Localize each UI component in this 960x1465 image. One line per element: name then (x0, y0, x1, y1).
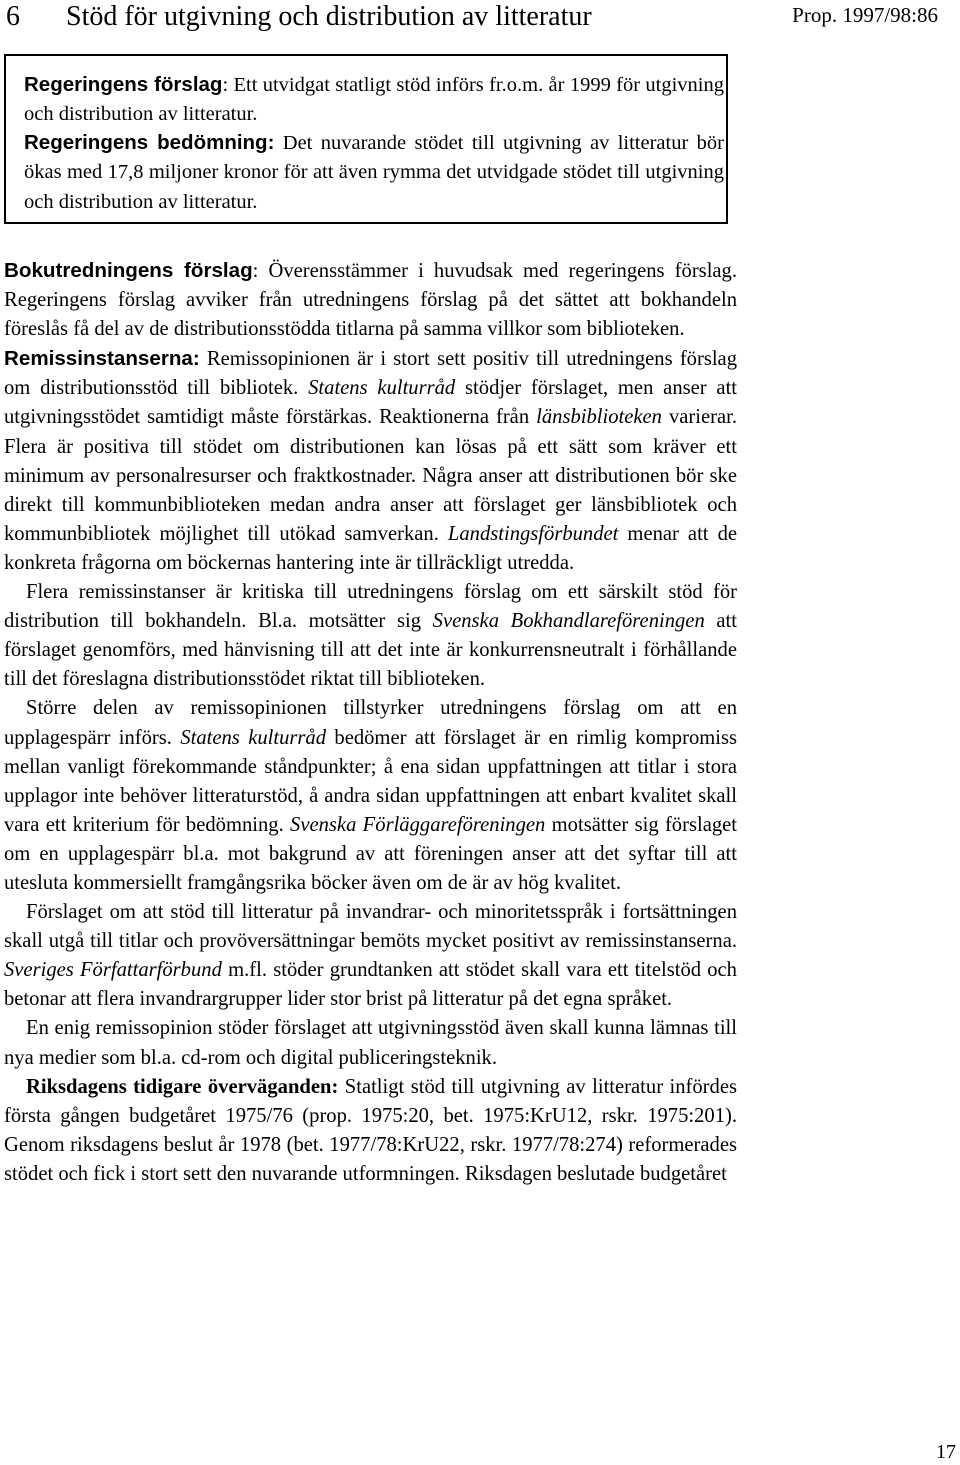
page-number: 17 (936, 1441, 956, 1463)
body-text (4, 256, 737, 1189)
text-span: bedömer att förslaget är en rimlig kompromiss mellan vanligt förekommande ståndpunkter; å ena sidan uppfattningen att titlar i stora upplagor inte behöver litteraturstöd, å andra sidan uppfattningen att enbart kvalitet skall vara ett kriterium för bedömning. (4, 726, 738, 836)
text-span: att förslaget genomförs, med hänvisning till att det inte är konkurrensneutralt i förhållande till det föreslagna distributionsstödet riktat till biblioteken. (4, 610, 738, 691)
text-span: Större delen av remissopinionen tillstyrker utredningens förslag om att en upplagespärr införs. (4, 697, 737, 749)
proposal-box (4, 54, 728, 224)
assessment-text: Det nuvarande stödet till utgivning av litteratur bör ökas med 17,8 miljoner kronor för att även rymma det utvidgade stödet till utgivning och distribution av litteratur. (24, 132, 724, 213)
bokutredningen-text: : Överensstämmer i huvudsak med regeringens förslag. Regeringens förslag avviker från utredningens förslag på det sättet att bokhandeln föreslås få del av de distributionsstödda titlarna på samma villkor som biblioteken. (4, 260, 738, 341)
proposal-label: Regeringens förslag (24, 73, 223, 96)
italic-org: Svenska Förläggareföreningen (290, 813, 546, 836)
remissinstanserna-label: Remissinstanserna: (4, 347, 200, 371)
text-span: Förslaget om att stöd till litteratur på invandrar- och minoritetsspråk i fortsättningen skall utgå till titlar och provöversättningar bemöts mycket positivt av remissinstanserna. (4, 901, 737, 953)
proposition-reference: Prop. 1997/98:86 (792, 3, 938, 27)
proposal-paragraph (24, 70, 724, 130)
text-span: Flera remissinstanser är kritiska till utredningens förslag om ett särskilt stöd för distribution till bokhandeln. Bl.a. motsätter sig (4, 581, 737, 633)
paragraph-nya-medier: En enig remissopinion stöder förslaget att utgivningsstöd även skall kunna lämnas till nya medier som bl.a. cd-rom och digital publiceringsteknik. (4, 1017, 737, 1069)
text-span: varierar. Flera är positiva till stödet om distributionen kan lösas på ett sätt som kräver ett minimum av personalresurser och fraktkostnader. Några anser att distributionen bör ske direkt till kommunbiblioteken medan andra anser att förslaget ger länsbibliotek och kommunbibliotek möjlighet till utökad samverkan. (4, 406, 737, 545)
paragraph-upplagesparr (4, 694, 737, 898)
text-span: m.fl. stöder grundtanken att stödet skall vara ett titelstöd och betonar att flera invandrargrupper lider stor brist på litteratur på det egna språket. (4, 959, 737, 1011)
chapter-number: 6 (6, 1, 20, 32)
riksdagen-label: Riksdagens tidigare överväganden: (26, 1075, 339, 1098)
chapter-title: Stöd för utgivning och distribution av litteratur (66, 1, 592, 32)
text-span: motsätter sig förslaget om en upplagespärr bl.a. mot bakgrund av att föreningen anser att det syftar till att utesluta kommersiellt framgångsrika böcker även om de är av hög kvalitet. (4, 813, 737, 894)
text-span: stödjer förslaget, men anser att utgivningsstödet samtidigt måste förstärkas. Reaktionerna från (4, 377, 738, 429)
italic-org: Statens kulturråd (180, 726, 327, 749)
riksdagen-text: Statligt stöd till utgivning av litteratur infördes första gången budgetåret 1975/76 (prop. 1975:20, bet. 1975:KrU12, rskr. 1975:201). Genom riksdagens beslut år 1978 (bet. 1977/78:KrU22, rskr. 1977/78:274) reformerades stödet och fick i stort sett den nuvarande utformningen. Riksdagen beslutade budgetåret (4, 1075, 737, 1185)
italic-org: Statens kulturråd (308, 377, 456, 400)
italic-org: Sveriges Författarförbund (4, 959, 222, 982)
assessment-label: Regeringens bedömning: (24, 131, 275, 154)
text-span: Remissopinionen är i stort sett positiv till utredningens förslag om distributionsstöd till bibliotek. (4, 348, 737, 400)
italic-org: Landstingsförbundet (447, 522, 619, 545)
paragraph-riksdagen (4, 1073, 737, 1189)
proposal-text: : Ett utvidgat statligt stöd införs fr.o.m. år 1999 för utgivning och distribution av litteratur. (24, 74, 724, 126)
paragraph-bokutredningen (4, 256, 737, 344)
paragraph-invandrarsprak (4, 898, 737, 1014)
paragraph-remissinstanserna (4, 344, 737, 578)
bokutredningen-label: Bokutredningens förslag (4, 259, 253, 282)
italic-org: Svenska Bokhandlareföreningen (432, 610, 705, 633)
italic-org: länsbiblioteken (536, 406, 662, 429)
text-span: menar att de konkreta frågorna om böckernas hantering inte är tillräckligt utredda. (4, 522, 738, 574)
paragraph-bokhandel (4, 578, 737, 694)
assessment-paragraph (24, 128, 724, 217)
